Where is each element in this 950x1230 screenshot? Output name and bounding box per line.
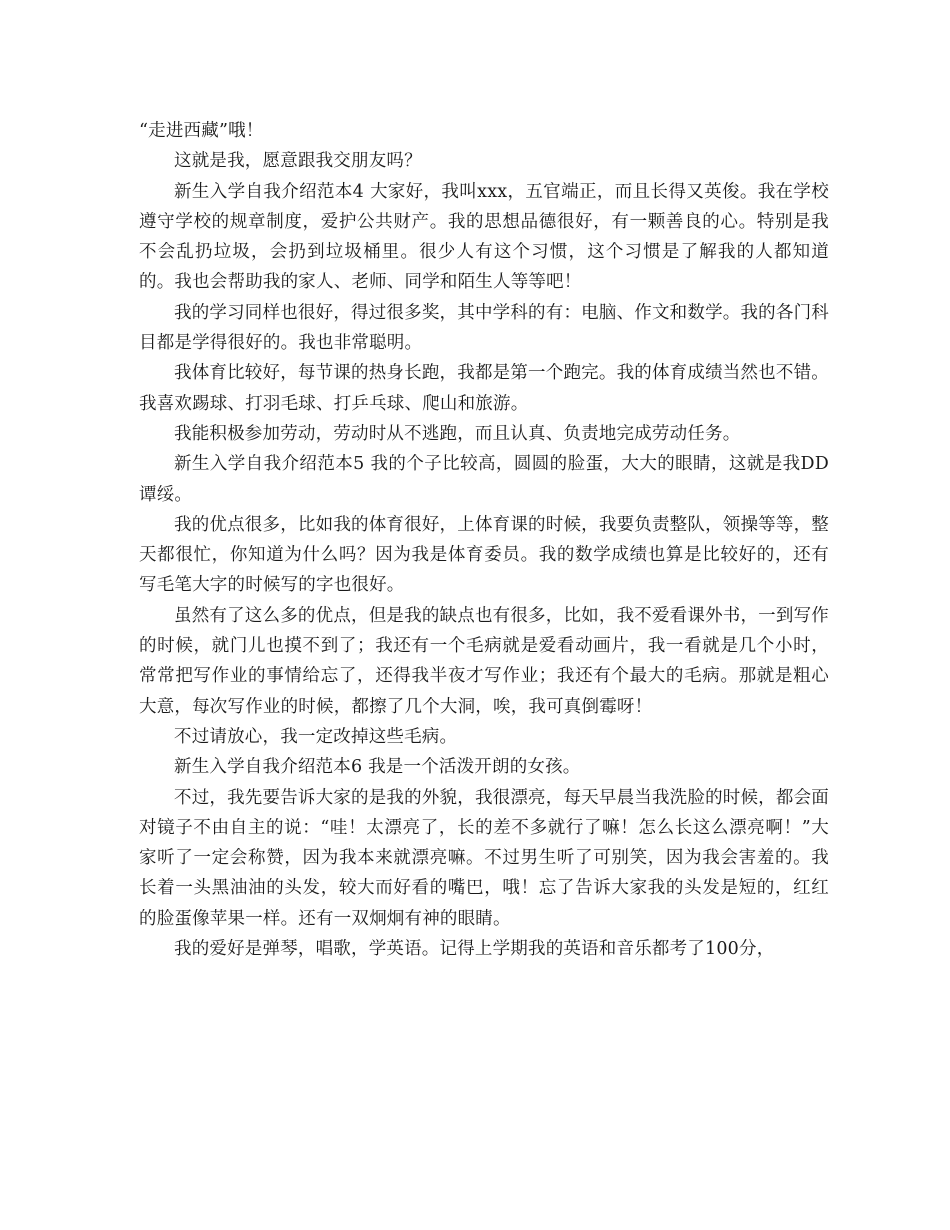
paragraph: 新生入学自我介绍范本4 大家好，我叫xxx，五官端正，而且长得又英俊。我在学校遵守学校的规章制度，爱护公共财产。我的思想品德很好，有一颗善良的心。特别是我不会乱扔垃圾，会扔到垃圾桶里。很少人有这个习惯，这个习惯是了解我的人都知道的。我也会帮助我的家人、老师、同学和陌生人等等吧！	[139, 181, 829, 293]
paragraph: 新生入学自我介绍范本5 我的个子比较高，圆圆的脸蛋，大大的眼睛，这就是我DD谭绥。	[139, 454, 829, 505]
paragraph: 不过请放心，我一定改掉这些毛病。	[174, 726, 458, 747]
paragraph: 我的爱好是弹琴，唱歌，学英语。记得上学期我的英语和音乐都考了100分，	[174, 939, 775, 960]
document-body	[139, 116, 829, 964]
paragraph: 我的学习同样也很好，得过很多奖，其中学科的有：电脑、作文和数学。我的各门科目都是学得很好的。我也非常聪明。	[139, 302, 829, 354]
paragraph: 不过，我先要告诉大家的是我的外貌，我很漂亮，每天早晨当我洗脸的时候，都会面对镜子不由自主的说：“哇！太漂亮了，长的差不多就行了嘛！怎么长这么漂亮啊！”大家听了一定会称赞，因为我本来就漂亮嘛。不过男生听了可别笑，因为我会害羞的。我长着一头黑油油的头发，较大而好看的嘴巴，哦！忘了告诉大家我的头发是短的，红红的脸蛋像苹果一样。还有一双炯炯有神的眼睛。	[139, 787, 829, 929]
paragraph: 我体育比较好，每节课的热身长跑，我都是第一个跑完。我的体育成绩当然也不错。我喜欢踢球、打羽毛球、打乒乓球、爬山和旅游。	[139, 363, 829, 414]
paragraph: 这就是我，愿意跟我交朋友吗？	[174, 151, 422, 172]
paragraph: 虽然有了这么多的优点，但是我的缺点也有很多，比如，我不爱看课外书，一到写作的时候，就门儿也摸不到了；我还有一个毛病就是爱看动画片，我一看就是几个小时，常常把写作业的事情给忘了，还得我半夜才写作业；我还有个最大的毛病。那就是粗心大意，每次写作业的时候，都擦了几个大洞，唉，我可真倒霉呀！	[139, 605, 829, 717]
paragraph: 新生入学自我介绍范本6 我是一个活泼开朗的女孩。	[174, 757, 581, 778]
paragraph: 我的优点很多，比如我的体育很好，上体育课的时候，我要负责整队，领操等等，整天都很忙，你知道为什么吗？因为我是体育委员。我的数学成绩也算是比较好的，还有写毛笔大字的时候写的字也很好。	[139, 514, 829, 596]
paragraph: “走进西藏”哦！	[139, 121, 264, 141]
paragraph: 我能积极参加劳动，劳动时从不逃跑，而且认真、负责地完成劳动任务。	[174, 423, 741, 444]
